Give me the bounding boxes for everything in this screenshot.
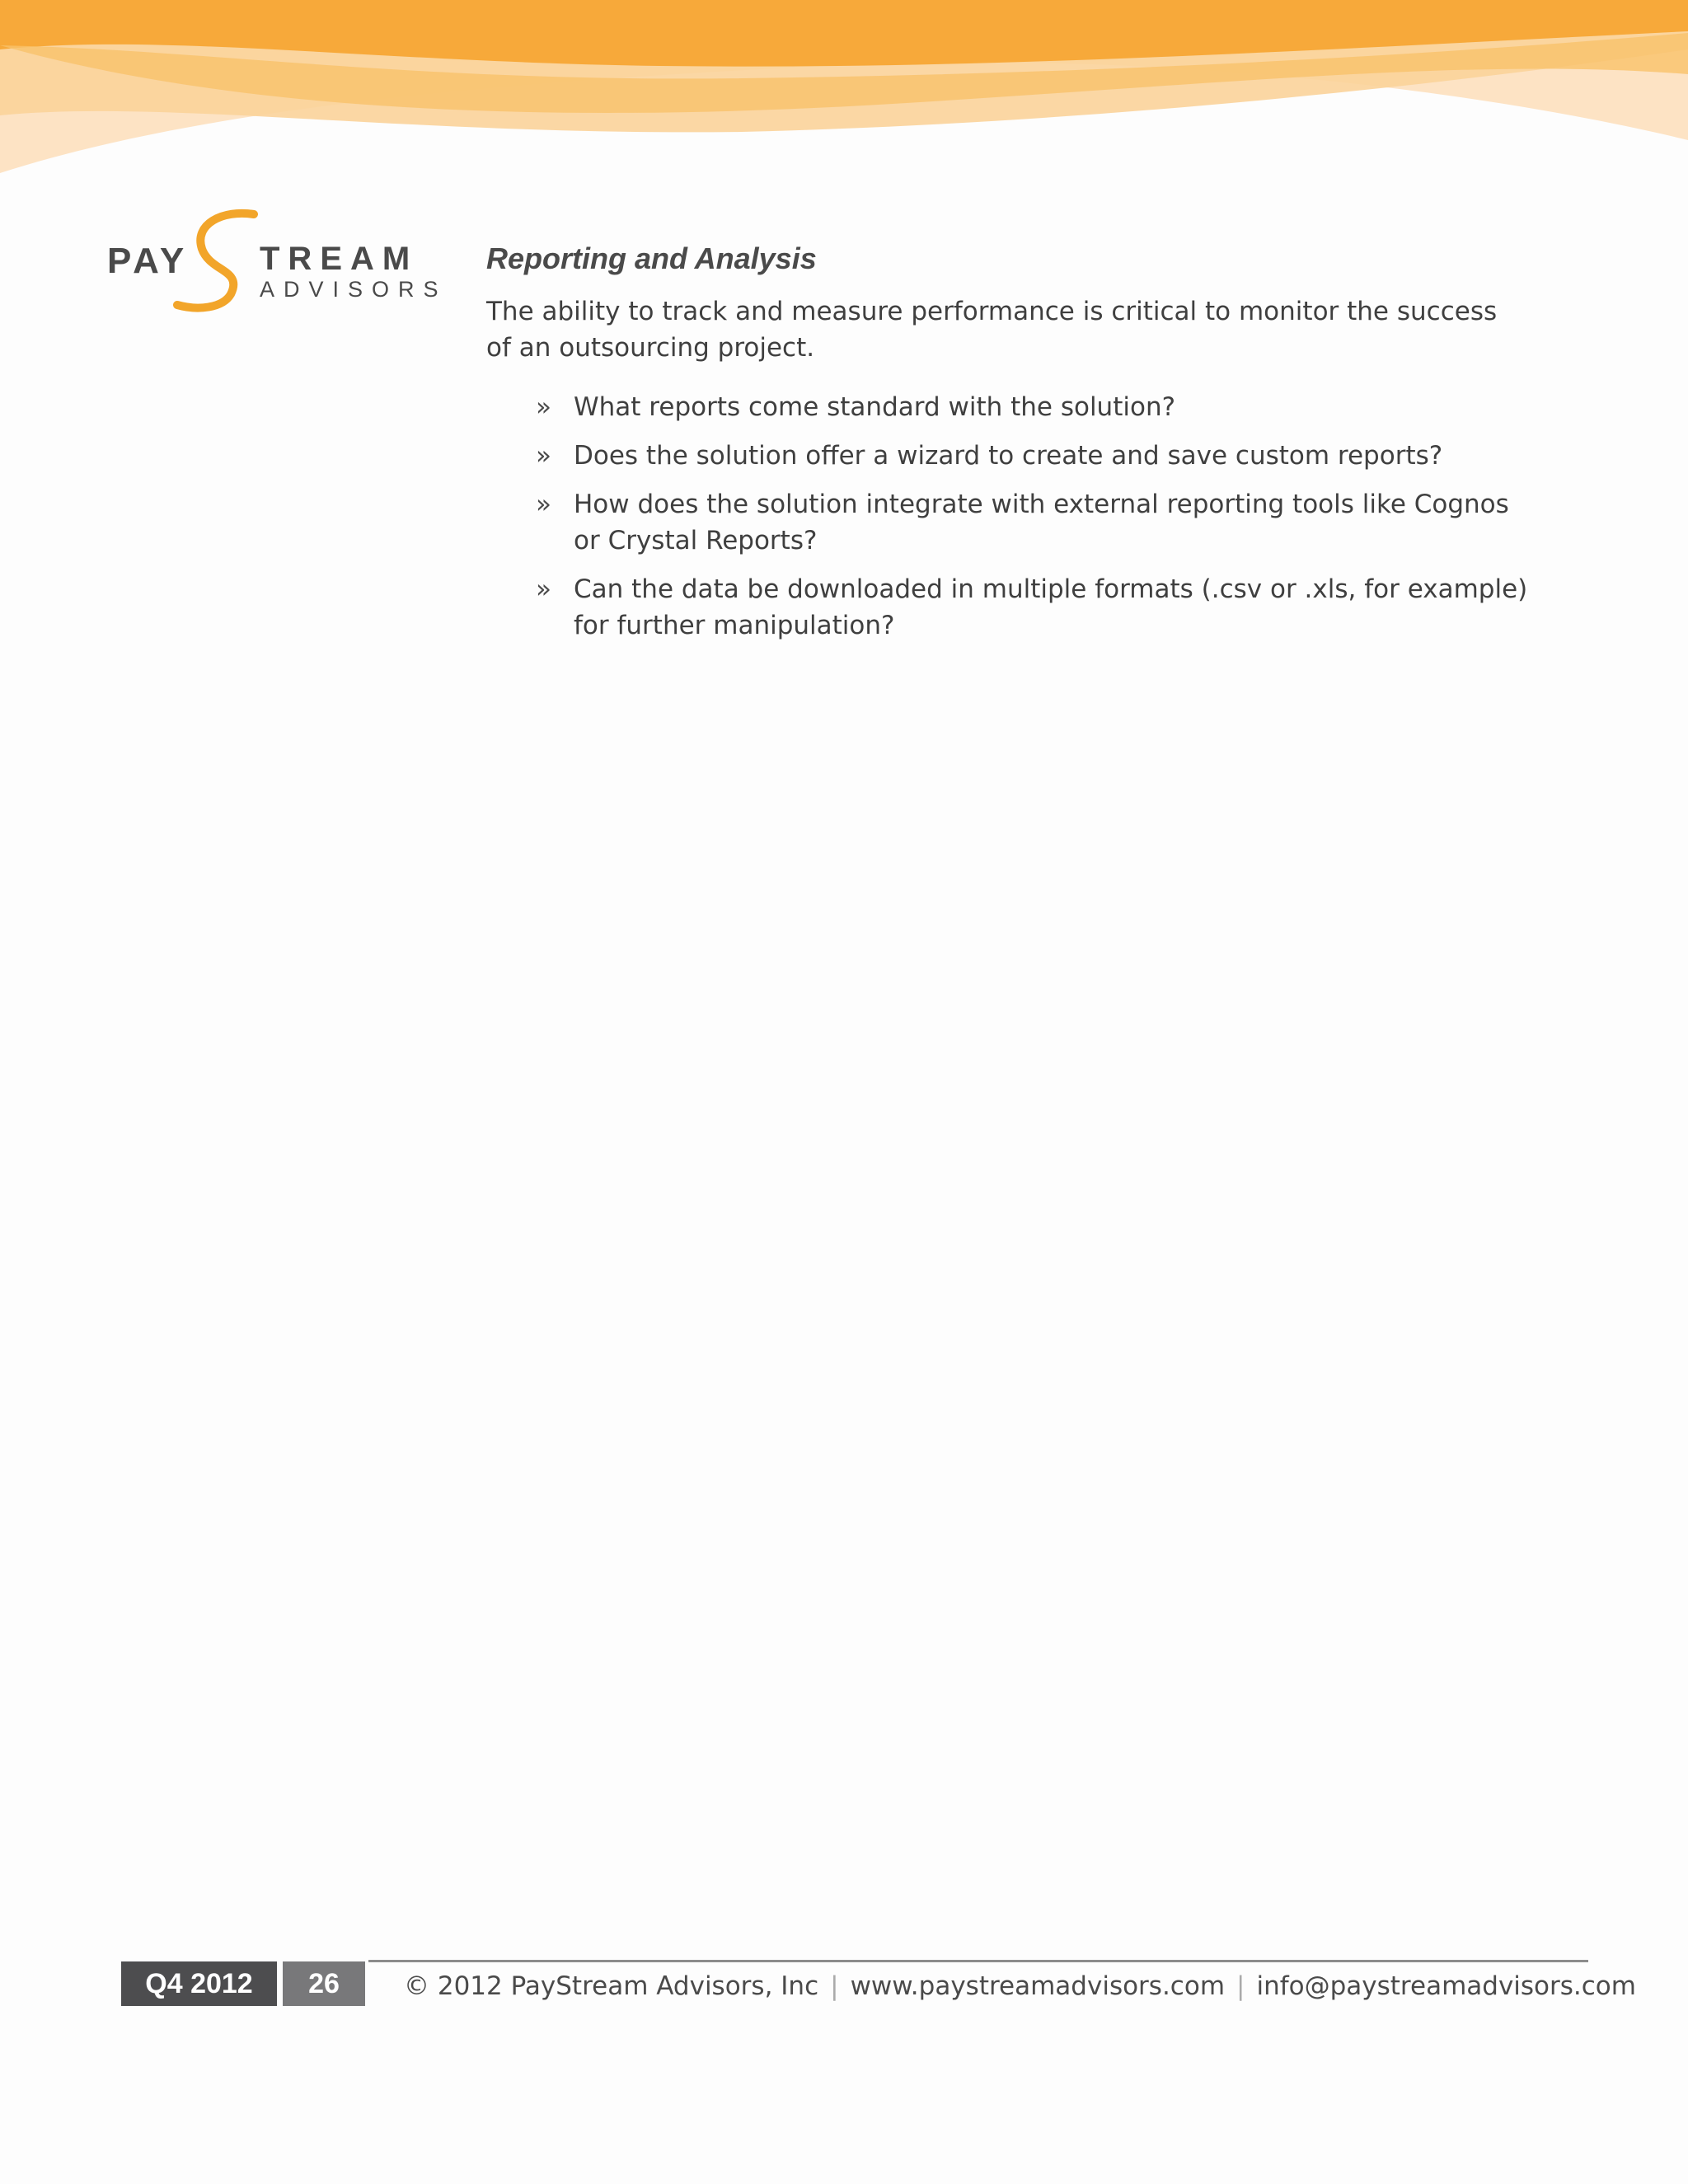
website-link[interactable]: www.paystreamadvisors.com	[850, 1971, 1226, 2001]
list-item	[486, 438, 1538, 474]
list-item	[486, 389, 1538, 425]
list-item-text: Can the data be downloaded in multiple formats (.csv or .xls, for example) for further manipulation?	[574, 574, 1528, 640]
intro-paragraph: The ability to track and measure performance is critical to monitor the success of an outsourcing project.	[486, 297, 1498, 363]
copyright-text: © 2012 PayStream Advisors, Inc	[404, 1971, 819, 2001]
quarter-badge: Q4 2012	[121, 1961, 277, 2006]
list-item-text: Does the solution offer a wizard to create and save custom reports?	[574, 441, 1443, 471]
logo-pay-text: PAY	[107, 241, 189, 281]
paystream-logo	[103, 208, 448, 315]
bullet-marker: »	[536, 574, 551, 604]
main-content	[486, 239, 1558, 656]
email-link[interactable]: info@paystreamadvisors.com	[1256, 1971, 1636, 2001]
footer-contact-line	[404, 1971, 1636, 2001]
list-item	[486, 571, 1538, 644]
logo-s-swoosh-icon	[165, 208, 264, 315]
question-list	[486, 389, 1558, 644]
list-item-text: How does the solution integrate with external reporting tools like Cognos or Crystal Reports?	[574, 490, 1509, 555]
list-item-text: What reports come standard with the solution?	[574, 392, 1176, 422]
footer-divider	[368, 1960, 1588, 1962]
footer-separator: |	[1236, 1971, 1245, 2001]
footer-separator: |	[830, 1971, 839, 2001]
page-number-badge: 26	[283, 1961, 365, 2006]
bullet-marker: »	[536, 392, 551, 422]
logo-stream-text: TREAM	[260, 241, 419, 277]
list-item	[486, 486, 1538, 559]
logo-advisors-text: ADVISORS	[260, 277, 448, 302]
section-heading: Reporting and Analysis	[486, 241, 817, 275]
header-wave-banner	[0, 0, 1688, 181]
bullet-marker: »	[536, 490, 551, 519]
bullet-marker: »	[536, 441, 551, 471]
page-footer	[121, 1960, 1636, 2009]
